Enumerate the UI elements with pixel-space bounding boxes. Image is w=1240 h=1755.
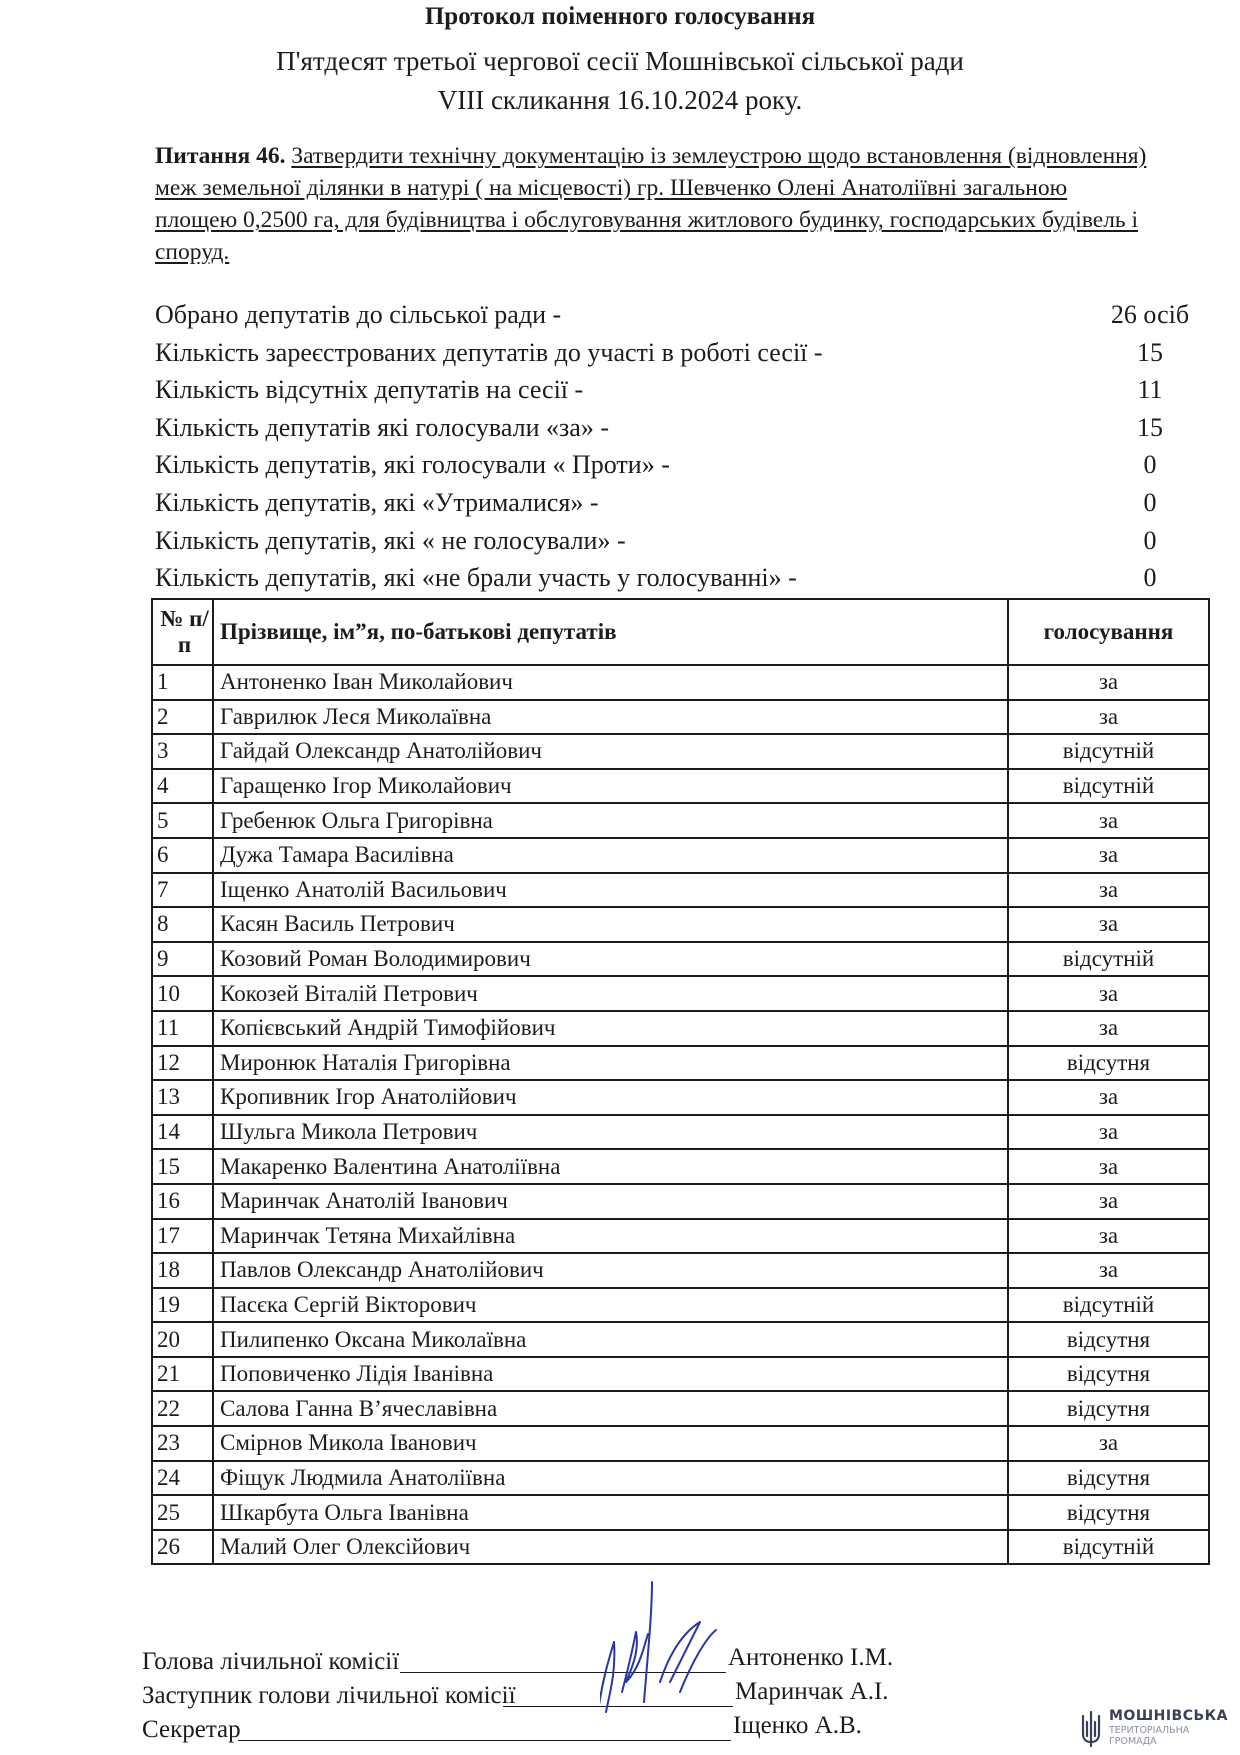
table-row bbox=[152, 769, 1209, 804]
table-row bbox=[152, 1219, 1209, 1254]
deputy-name: Іщенко Анатолій Васильович bbox=[213, 873, 1008, 908]
chair-label: Голова лічильної комісії bbox=[142, 1648, 400, 1675]
vote-result: відсутня bbox=[1008, 1495, 1209, 1530]
vote-result: відсутня bbox=[1008, 1357, 1209, 1392]
question-number: Питання 46. bbox=[155, 143, 286, 169]
row-number: 2 bbox=[152, 700, 213, 735]
stat-row bbox=[155, 484, 1155, 522]
deputy-name: Маринчак А.І. bbox=[735, 1678, 889, 1705]
vote-result: відсутній bbox=[1008, 1530, 1209, 1565]
stat-label: Кількість відсутніх депутатів на сесії - bbox=[155, 375, 584, 405]
deputy-name: Павлов Олександр Анатолійович bbox=[213, 1253, 1008, 1288]
row-number: 22 bbox=[152, 1391, 213, 1426]
deputy-name: Макаренко Валентина Анатоліївна bbox=[213, 1149, 1008, 1184]
vote-result: за bbox=[1008, 1080, 1209, 1115]
stat-row bbox=[155, 296, 1190, 334]
stat-label: Обрано депутатів до сільської ради - bbox=[155, 300, 562, 329]
row-number: 14 bbox=[152, 1115, 213, 1150]
table-row bbox=[152, 1149, 1209, 1184]
stat-row bbox=[155, 522, 1155, 560]
vote-result: за bbox=[1008, 1219, 1209, 1254]
vote-result: за bbox=[1008, 1253, 1209, 1288]
secretary-label: Секретар bbox=[142, 1716, 241, 1743]
row-number: 15 bbox=[152, 1149, 213, 1184]
question-text: Затвердити технічну документацію із землеустрою щодо встановлення (відновлення) меж земельної ділянки в натурі ( на місцевості) гр. Шевченко Олені Анатоліївні загальною площею 0,2500 га, для будівництва і обслуговування житлового будинку, господарських будівель і споруд. bbox=[155, 143, 1147, 265]
table-row bbox=[152, 838, 1209, 873]
row-number: 19 bbox=[152, 1288, 213, 1323]
protocol-title: Протокол поіменного голосування bbox=[424, 3, 816, 30]
deputy-name: Фіщук Людмила Анатоліївна bbox=[213, 1461, 1008, 1496]
row-number: 23 bbox=[152, 1426, 213, 1461]
table-row bbox=[152, 803, 1209, 838]
vote-result: за bbox=[1008, 873, 1209, 908]
row-number: 11 bbox=[152, 1011, 213, 1046]
table-row bbox=[152, 873, 1209, 908]
deputy-name: Гайдай Олександр Анатолійович bbox=[213, 734, 1008, 769]
deputy-name: Шкарбута Ольга Іванівна bbox=[213, 1495, 1008, 1530]
row-number: 26 bbox=[152, 1530, 213, 1565]
vote-result: відсутній bbox=[1008, 942, 1209, 977]
header-num: № п/п bbox=[152, 599, 213, 665]
row-number: 13 bbox=[152, 1080, 213, 1115]
stat-row bbox=[155, 371, 1163, 409]
deputy-name: Малий Олег Олексійович bbox=[213, 1530, 1008, 1565]
stat-value: 15 bbox=[1137, 412, 1163, 442]
vote-result: за bbox=[1008, 665, 1209, 700]
row-number: 16 bbox=[152, 1184, 213, 1219]
table-row bbox=[152, 1461, 1209, 1496]
vote-result: за bbox=[1008, 1115, 1209, 1150]
vote-result: за bbox=[1008, 803, 1209, 838]
row-number: 18 bbox=[152, 1253, 213, 1288]
table-row bbox=[152, 665, 1209, 700]
row-number: 1 bbox=[152, 665, 213, 700]
community-logo bbox=[1075, 1708, 1235, 1752]
vote-result: за bbox=[1008, 976, 1209, 1011]
deputy-name: Пасєка Сергій Вікторович bbox=[213, 1288, 1008, 1323]
table-row bbox=[152, 1184, 1209, 1219]
row-number: 10 bbox=[152, 976, 213, 1011]
trident-icon bbox=[1079, 1710, 1103, 1748]
row-number: 25 bbox=[152, 1495, 213, 1530]
table-row bbox=[152, 1530, 1209, 1565]
deputy-name: Кропивник Ігор Анатолійович bbox=[213, 1080, 1008, 1115]
row-number: 21 bbox=[152, 1357, 213, 1392]
table-row bbox=[152, 1046, 1209, 1081]
vote-result: за bbox=[1008, 1184, 1209, 1219]
deputy-label: Заступник голови лічильної комісії bbox=[142, 1682, 516, 1709]
question-block bbox=[155, 140, 1155, 268]
table-row bbox=[152, 1495, 1209, 1530]
stat-row bbox=[155, 559, 1155, 597]
deputy-name: Пилипенко Оксана Миколаївна bbox=[213, 1322, 1008, 1357]
row-number: 9 bbox=[152, 942, 213, 977]
table-row bbox=[152, 1253, 1209, 1288]
stat-row bbox=[155, 409, 1163, 447]
stat-label: Кількість депутатів, які «не брали участь у голосуванні» - bbox=[155, 563, 797, 593]
stat-value: 0 bbox=[1143, 563, 1157, 593]
deputy-name: Поповиченко Лідія Іванівна bbox=[213, 1357, 1008, 1392]
row-number: 5 bbox=[152, 803, 213, 838]
vote-result: за bbox=[1008, 1426, 1209, 1461]
row-number: 8 bbox=[152, 907, 213, 942]
vote-result: відсутня bbox=[1008, 1391, 1209, 1426]
stat-value: 15 bbox=[1137, 337, 1163, 367]
vote-result: відсутній bbox=[1008, 1288, 1209, 1323]
logo-subtitle: ТЕРИТОРІАЛЬНА ГРОМАДА bbox=[1109, 1725, 1190, 1747]
row-number: 7 bbox=[152, 873, 213, 908]
session-title: П'ятдесят третьої чергової сесії Мошнівської сільської ради bbox=[276, 46, 964, 76]
deputy-name: Копієвський Андрій Тимофійович bbox=[213, 1011, 1008, 1046]
secretary-name: Іщенко А.В. bbox=[733, 1712, 862, 1739]
secretary-signature-line bbox=[238, 1740, 731, 1741]
row-number: 6 bbox=[152, 838, 213, 873]
table-row bbox=[152, 1288, 1209, 1323]
stat-row bbox=[155, 446, 1155, 484]
chair-name: Антоненко І.М. bbox=[728, 1644, 894, 1671]
deputy-name: Гаращенко Ігор Миколайович bbox=[213, 769, 1008, 804]
header-vote: голосування bbox=[1008, 599, 1209, 665]
table-row bbox=[152, 907, 1209, 942]
vote-table bbox=[151, 598, 1210, 1565]
row-number: 4 bbox=[152, 769, 213, 804]
deputy-name: Миронюк Наталія Григорівна bbox=[213, 1046, 1008, 1081]
vote-result: відсутня bbox=[1008, 1046, 1209, 1081]
stat-value: 0 bbox=[1143, 487, 1157, 517]
vote-result: відсутній bbox=[1008, 769, 1209, 804]
vote-result: за bbox=[1008, 700, 1209, 735]
vote-stats bbox=[155, 296, 1190, 597]
table-row bbox=[152, 1357, 1209, 1392]
row-number: 17 bbox=[152, 1219, 213, 1254]
stat-label: Кількість депутатів, які голосували « Проти» - bbox=[155, 450, 670, 480]
row-number: 24 bbox=[152, 1461, 213, 1496]
table-row bbox=[152, 976, 1209, 1011]
vote-result: за bbox=[1008, 838, 1209, 873]
deputy-name: Маринчак Анатолій Іванович bbox=[213, 1184, 1008, 1219]
table-header-row bbox=[152, 599, 1209, 665]
stat-row bbox=[155, 334, 1163, 372]
table-row bbox=[152, 1011, 1209, 1046]
stat-label: Кількість зареєстрованих депутатів до участі в роботі сесії - bbox=[155, 337, 823, 367]
deputy-name: Гребенюк Ольга Григорівна bbox=[213, 803, 1008, 838]
stat-label: Кількість депутатів, які «Утрималися» - bbox=[155, 487, 599, 517]
vote-result: відсутня bbox=[1008, 1322, 1209, 1357]
stat-value: 0 bbox=[1143, 525, 1157, 555]
deputy-name: Салова Ганна В’ячеславівна bbox=[213, 1391, 1008, 1426]
table-row bbox=[152, 1391, 1209, 1426]
header-name: Прізвище, ім”я, по-батькові депутатів bbox=[213, 599, 1008, 665]
deputy-name: Маринчак Тетяна Михайлівна bbox=[213, 1219, 1008, 1254]
table-row bbox=[152, 1426, 1209, 1461]
table-row bbox=[152, 700, 1209, 735]
deputy-name: Смірнов Микола Іванович bbox=[213, 1426, 1008, 1461]
deputy-name: Касян Василь Петрович bbox=[213, 907, 1008, 942]
convocation-date: VIII скликання 16.10.2024 року. bbox=[437, 85, 803, 115]
row-number: 12 bbox=[152, 1046, 213, 1081]
vote-result: відсутній bbox=[1008, 734, 1209, 769]
table-row bbox=[152, 1115, 1209, 1150]
deputy-name: Кокозей Віталій Петрович bbox=[213, 976, 1008, 1011]
deputy-name: Шульга Микола Петрович bbox=[213, 1115, 1008, 1150]
stat-value: 0 bbox=[1143, 450, 1157, 480]
table-row bbox=[152, 1080, 1209, 1115]
deputy-name: Дужа Тамара Василівна bbox=[213, 838, 1008, 873]
row-number: 20 bbox=[152, 1322, 213, 1357]
vote-result: відсутня bbox=[1008, 1461, 1209, 1496]
logo-name: МОШНІВСЬКА bbox=[1109, 1708, 1228, 1724]
vote-result: за bbox=[1008, 907, 1209, 942]
vote-result: за bbox=[1008, 1011, 1209, 1046]
table-row bbox=[152, 734, 1209, 769]
deputy-name: Гаврилюк Леся Миколаївна bbox=[213, 700, 1008, 735]
row-number: 3 bbox=[152, 734, 213, 769]
stat-label: Кількість депутатів, які « не голосували» - bbox=[155, 525, 626, 555]
stat-value: 26 осіб bbox=[1110, 300, 1190, 329]
deputy-name: Антоненко Іван Миколайович bbox=[213, 665, 1008, 700]
table-row bbox=[152, 1322, 1209, 1357]
table-row bbox=[152, 942, 1209, 977]
stat-label: Кількість депутатів які голосували «за» - bbox=[155, 412, 609, 442]
handwritten-signature bbox=[600, 1572, 750, 1722]
deputy-name: Козовий Роман Володимирович bbox=[213, 942, 1008, 977]
vote-result: за bbox=[1008, 1149, 1209, 1184]
stat-value: 11 bbox=[1137, 375, 1163, 405]
